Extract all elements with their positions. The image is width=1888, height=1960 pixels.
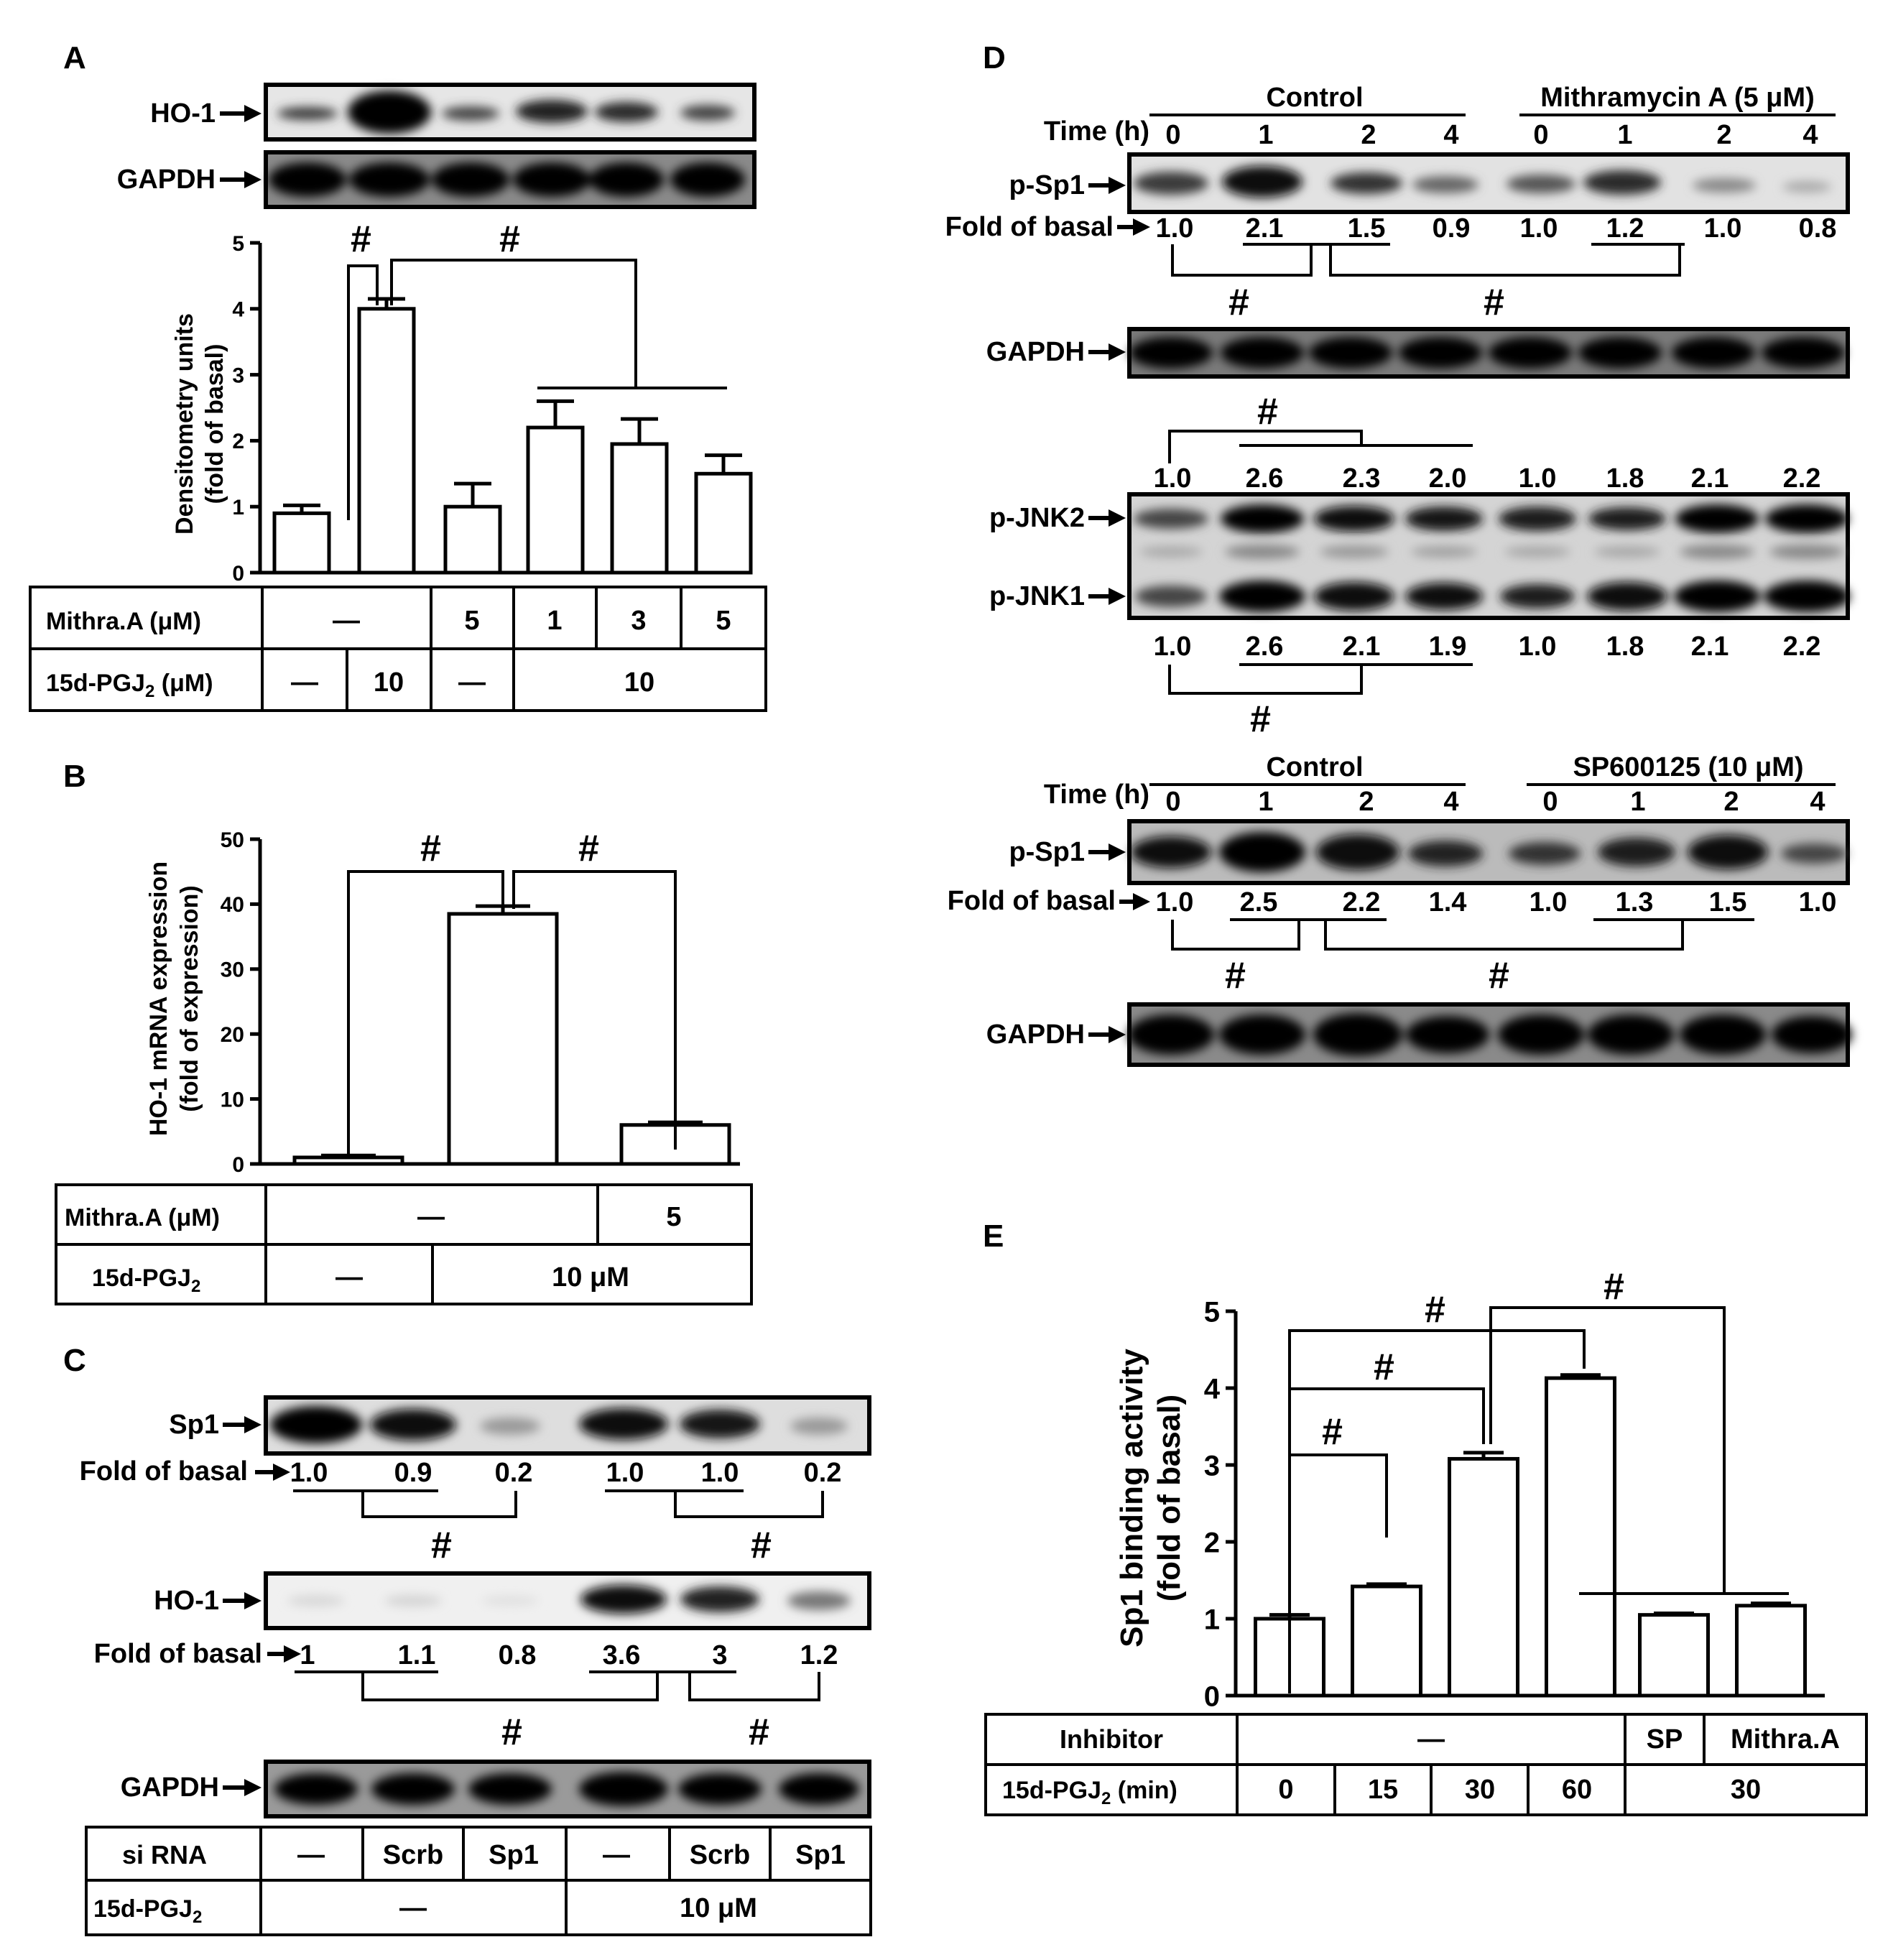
lane-value: 1.0 [1529, 887, 1568, 917]
table-a-cell: — [291, 667, 318, 698]
blot-psp1-d1 [1129, 154, 1848, 212]
lane-value: 4 [1443, 787, 1459, 817]
sig-bracket [1290, 1331, 1584, 1389]
lane-value: 2.2 [1782, 463, 1821, 494]
fold-values-pjnk2 [1154, 463, 1821, 494]
fold-values-psp1-d2 [1156, 887, 1837, 917]
blot-label-pjnk2: p-JNK2 [989, 503, 1085, 533]
sig-bracket [1290, 1389, 1484, 1455]
y-tick-label: 40 [220, 893, 244, 917]
sig-bracket [1170, 665, 1473, 693]
lane-value: 1 [1630, 787, 1646, 817]
axis-line [260, 243, 749, 573]
table-e-cell: 30 [1730, 1775, 1762, 1805]
lane-value: 1.8 [1606, 463, 1644, 494]
blot-label-gapdh-c: GAPDH [120, 1772, 219, 1803]
arrow-icon [244, 1592, 262, 1609]
table-c-cell: — [399, 1893, 427, 1923]
arrow-icon [1109, 843, 1126, 861]
panel-label-c: C [63, 1343, 86, 1378]
blot-label-psp1-d2: p-Sp1 [1009, 837, 1085, 867]
blot-ho1-a [266, 85, 754, 139]
lane-value: 1 [1258, 120, 1274, 150]
sig-marker: # [1604, 1266, 1624, 1308]
lane-value: 1.0 [1798, 887, 1837, 917]
lane-value: 2.6 [1245, 463, 1284, 494]
sig-marker: # [751, 1525, 772, 1566]
table-c-cell: — [603, 1840, 630, 1870]
blot-psp1-d2 [1129, 821, 1848, 883]
fold-values-sp1-c [290, 1458, 842, 1488]
lane-value: 2.2 [1782, 632, 1821, 662]
table-e-cell: — [1417, 1724, 1445, 1755]
blot-gapdh-c [266, 1762, 869, 1816]
error-bar [1654, 1614, 1694, 1615]
bar [1547, 1378, 1615, 1696]
lane-value: 1.3 [1615, 887, 1654, 917]
table-e-cell: SP [1646, 1724, 1683, 1755]
table-b-cell: 5 [666, 1202, 682, 1232]
table-a-cell: 1 [547, 606, 563, 636]
time-label-d2: Time (h) [1043, 780, 1149, 810]
table-a-cell: 10 [373, 667, 404, 698]
lane-value: 1.0 [700, 1458, 739, 1488]
blot-label-gapdh-d2: GAPDH [986, 1020, 1085, 1050]
y-tick-label: 3 [232, 364, 244, 388]
time-label-d1: Time (h) [1043, 116, 1149, 147]
bar [295, 1157, 402, 1164]
lane-value: 2 [1361, 120, 1376, 150]
table-a-cell: — [333, 606, 360, 636]
chart-b [221, 828, 740, 1177]
lane-value: 2.5 [1239, 887, 1278, 917]
lane-value: 0 [1533, 120, 1549, 150]
fold-values-ho1-c [300, 1640, 838, 1670]
lane-value: 0.2 [494, 1458, 533, 1488]
lane-value: 0 [1165, 787, 1181, 817]
y-tick-label: 10 [220, 1088, 244, 1112]
lane-value: 1.0 [606, 1458, 644, 1488]
bar [1450, 1459, 1518, 1696]
table-e-cell: 0 [1278, 1775, 1294, 1805]
table-c-row2-label: $15d-PGJ_2$ [93, 1895, 203, 1927]
panel-label-e: E [983, 1219, 1004, 1254]
lane-value: 1.0 [1155, 213, 1194, 244]
blot-label-pjnk1: p-JNK1 [989, 581, 1085, 611]
blot-label-gapdh-d1: GAPDH [986, 337, 1085, 367]
lane-value: 2.3 [1342, 463, 1381, 494]
lane-value: 3 [712, 1640, 728, 1670]
sig-bracket [293, 1491, 823, 1517]
table-b-cell: — [417, 1202, 445, 1232]
table-e-cell: Mithra.A [1731, 1724, 1840, 1755]
lane-value: 4 [1443, 120, 1459, 150]
lane-value: 4 [1803, 120, 1818, 150]
table-c-cell: Sp1 [795, 1840, 846, 1870]
y-tick-label: 0 [232, 561, 244, 586]
fold-label-c1: Fold of basal [79, 1456, 248, 1487]
lane-value: 1 [300, 1640, 315, 1670]
lane-value: 4 [1810, 787, 1825, 817]
y-tick-label: 2 [1203, 1527, 1220, 1559]
lane-value: 1.0 [1153, 632, 1192, 662]
lane-value: 2 [1359, 787, 1374, 817]
sig-marker: # [1322, 1411, 1343, 1453]
sig-marker: # [1425, 1289, 1445, 1331]
error-bar [537, 401, 574, 427]
sig-marker: # [1257, 391, 1278, 433]
table-b-cell: — [336, 1262, 363, 1293]
lane-value: 3.6 [602, 1640, 641, 1670]
y-axis-label-b: HO-1 mRNA expression [145, 861, 172, 1137]
sig-marker: # [1489, 955, 1509, 997]
lane-value: 2.2 [1342, 887, 1381, 917]
lane-value: 2 [1723, 787, 1739, 817]
arrow-icon [1133, 893, 1150, 910]
table-a-cell: 5 [464, 606, 480, 636]
blot-gapdh-d2 [1128, 1004, 1852, 1065]
blot-label-psp1-d1: p-Sp1 [1009, 170, 1085, 200]
y-axis-label2-b: (fold of expression) [176, 885, 203, 1112]
y-tick-label: 0 [232, 1152, 244, 1177]
bar [612, 444, 667, 573]
arrow-icon [1133, 218, 1150, 236]
table-b-row2-label: $15d-PGJ_2$ [92, 1265, 201, 1296]
bar [274, 513, 329, 573]
y-tick-label: 1 [232, 496, 244, 519]
table-a-row1-label: Mithra.A (μM) [46, 608, 201, 635]
group-label-control-2: Control [1266, 752, 1364, 782]
table-c-row1-label: si RNA [122, 1840, 208, 1869]
y-tick-label: 50 [220, 828, 244, 852]
sig-marker: # [499, 218, 520, 260]
table-c-cell: — [297, 1840, 325, 1870]
lane-value: 1.0 [290, 1458, 328, 1488]
lane-value: 0.9 [1432, 213, 1471, 244]
sig-marker: # [1228, 282, 1249, 323]
sig-marker: # [578, 828, 599, 869]
arrow-icon [244, 1779, 262, 1796]
error-bar [705, 456, 742, 474]
arrow-icon [1109, 177, 1126, 194]
y-tick-label: 1 [1203, 1604, 1220, 1636]
lane-value: 1.1 [397, 1640, 436, 1670]
bar [528, 427, 583, 573]
fold-values-psp1-d1 [1156, 213, 1837, 244]
lane-value: 2.1 [1245, 213, 1284, 244]
table-e-cell: 15 [1367, 1775, 1399, 1805]
y-tick-label: 5 [1203, 1296, 1220, 1328]
error-bar [621, 419, 658, 444]
y-tick-label: 0 [1203, 1681, 1220, 1713]
arrow-icon [1109, 343, 1126, 361]
sig-marker: # [431, 1525, 452, 1566]
table-a-cell: 5 [716, 606, 731, 636]
lane-value: 1 [1258, 787, 1274, 817]
table-a-cell: — [458, 667, 486, 698]
arrow-icon [1109, 509, 1126, 527]
sig-bracket [1172, 244, 1685, 275]
y-axis-label-e: Sp1 binding activity [1114, 1349, 1149, 1647]
sig-bracket [1491, 1308, 1789, 1594]
lane-value: 1.0 [1518, 632, 1557, 662]
fold-values-pjnk1 [1154, 632, 1821, 662]
lane-value: 2.6 [1245, 632, 1284, 662]
fold-label-c2: Fold of basal [93, 1639, 262, 1669]
y-tick-label: 2 [232, 430, 244, 454]
arrow-icon [273, 1464, 290, 1481]
lane-value: 2.0 [1428, 463, 1467, 494]
sig-marker: # [420, 828, 441, 869]
panel-label-d: D [983, 40, 1006, 75]
bar [449, 914, 557, 1164]
lane-value: 1.2 [800, 1640, 838, 1670]
blot-sp1-c [266, 1397, 869, 1453]
table-b-row1-label: Mithra.A (μM) [65, 1204, 220, 1231]
lane-value: 0 [1542, 787, 1558, 817]
y-axis-label2-a: (fold of basal) [201, 343, 228, 504]
arrow-icon [244, 1416, 262, 1433]
sig-marker: # [1374, 1346, 1394, 1388]
blot-pjnk-d [1129, 494, 1850, 618]
lane-value: 0.2 [803, 1458, 842, 1488]
arrow-icon [244, 171, 262, 188]
y-tick-label: 20 [220, 1023, 244, 1047]
table-e-cell: 60 [1561, 1775, 1593, 1805]
lane-value: 1.0 [1519, 213, 1558, 244]
sig-bracket [1170, 431, 1473, 463]
arrow-icon [244, 105, 262, 122]
time-points-d1 [1165, 120, 1818, 150]
lane-value: 1.5 [1708, 887, 1747, 917]
lane-value: 2 [1716, 120, 1732, 150]
lane-value: 1.4 [1428, 887, 1467, 917]
panel-label-a: A [63, 40, 86, 75]
lane-value: 1.0 [1703, 213, 1742, 244]
bar [359, 309, 414, 573]
table-e-cell: 30 [1464, 1775, 1496, 1805]
y-axis-label2-e: (fold of basal) [1152, 1394, 1187, 1602]
sig-bracket [392, 260, 636, 387]
group-label-control-1: Control [1266, 83, 1364, 113]
arrow-icon [1109, 1026, 1126, 1043]
table-c-cell: Sp1 [489, 1840, 539, 1870]
group-label-mithramycin: Mithramycin A (5 μM) [1540, 83, 1815, 113]
sig-marker: # [749, 1711, 769, 1753]
table-e-row1-label: Inhibitor [1060, 1724, 1163, 1754]
sig-marker: # [1484, 282, 1504, 323]
sig-marker: # [501, 1711, 522, 1753]
lane-value: 1.0 [1518, 463, 1557, 494]
time-points-d2 [1165, 787, 1825, 817]
lane-value: 1 [1617, 120, 1633, 150]
bar [1640, 1615, 1708, 1696]
lane-value: 0.8 [1798, 213, 1837, 244]
bar [696, 473, 751, 573]
bar [445, 507, 500, 573]
y-tick-label: 30 [220, 958, 244, 982]
table-a-cell: 3 [631, 606, 647, 636]
sig-bracket [295, 1672, 819, 1700]
group-label-sp600125: SP600125 (10 μM) [1573, 752, 1804, 782]
lane-value: 1.2 [1606, 213, 1644, 244]
blot-gapdh-a [266, 152, 754, 207]
chart-a [232, 232, 751, 586]
arrow-icon [1109, 588, 1126, 605]
chart-e [1204, 1296, 1825, 1712]
arrow-icon [284, 1645, 301, 1663]
blot-label-ho1-c: HO-1 [154, 1586, 219, 1616]
lane-value: 1.8 [1606, 632, 1644, 662]
table-c-cell: Scrb [689, 1840, 751, 1870]
blot-label-gapdh-a: GAPDH [116, 165, 216, 195]
table-a-cell: 10 [624, 667, 655, 698]
lane-value: 1.0 [1153, 463, 1192, 494]
blot-gapdh-d1 [1129, 329, 1848, 376]
sig-marker: # [1225, 955, 1246, 997]
lane-value: 1.0 [1155, 887, 1194, 917]
table-b-cell: 10 μM [552, 1262, 629, 1293]
y-tick-label: 4 [1203, 1373, 1220, 1405]
sig-bracket [1172, 920, 1754, 949]
sig-marker: # [1250, 698, 1271, 740]
panel-label-b: B [63, 759, 86, 794]
bar [1353, 1586, 1421, 1696]
error-bar [454, 484, 491, 507]
bar [1737, 1606, 1805, 1696]
lane-value: 1.9 [1428, 632, 1467, 662]
table-a-row2-label: $15d-PGJ_2$ (μM) [46, 670, 213, 701]
lane-value: 2.1 [1342, 632, 1381, 662]
y-tick-label: 5 [232, 231, 244, 256]
blot-ho1-c [266, 1573, 869, 1628]
table-e-row2-label: $15d-PGJ_2$ (min) [1002, 1777, 1177, 1808]
blot-label-ho1-a: HO-1 [150, 98, 216, 129]
lane-value: 0.9 [394, 1458, 432, 1488]
table-c-cell: Scrb [382, 1840, 444, 1870]
lane-value: 0.8 [498, 1640, 537, 1670]
fold-label-d1: Fold of basal [945, 212, 1114, 242]
sig-marker: # [351, 218, 371, 260]
y-tick-label: 3 [1203, 1450, 1220, 1482]
fold-label-d2: Fold of basal [947, 886, 1116, 916]
lane-value: 2.1 [1690, 632, 1729, 662]
lane-value: 2.1 [1690, 463, 1729, 494]
lane-value: 0 [1165, 120, 1181, 150]
y-tick-label: 4 [232, 297, 244, 322]
y-axis-label-a: Densitometry units [171, 313, 198, 535]
blot-label-sp1-c: Sp1 [169, 1410, 219, 1440]
lane-value: 1.5 [1347, 213, 1386, 244]
table-c-cell: 10 μM [680, 1893, 757, 1923]
